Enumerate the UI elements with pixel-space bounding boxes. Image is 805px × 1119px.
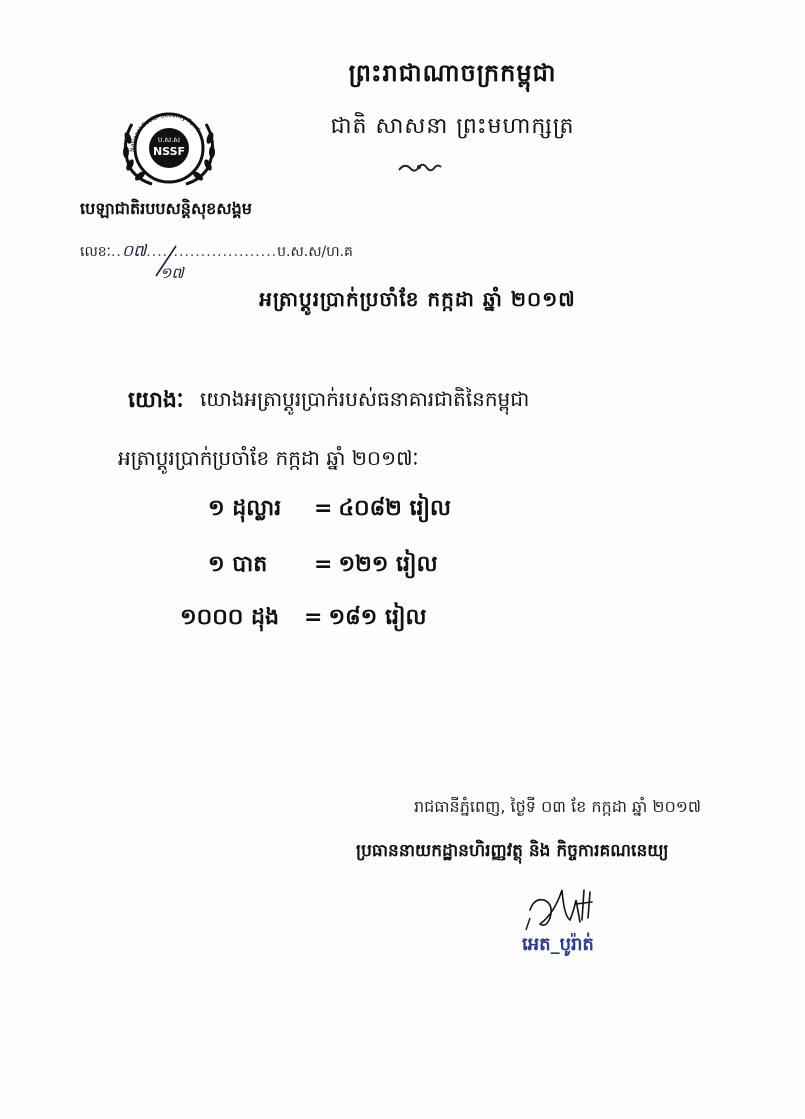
rate-equals: = [314, 552, 333, 577]
rate-row-usd [208, 494, 451, 526]
rate-currency: ១០០០ ដុង [180, 605, 279, 630]
document-title: អត្រាប្តូរប្រាក់ប្រចាំខែ កក្កដា ឆ្នាំ ២០១៧ [259, 287, 576, 311]
rate-value: ១៨១ រៀល [328, 605, 427, 630]
body-reference-text: យោងអត្រាប្តូរប្រាក់របស់ធនាគារជាតិនៃកម្ពុជា [200, 387, 530, 411]
rate-equals: = [304, 605, 323, 630]
logo-top-text: ប.ស.ស [157, 136, 181, 144]
logo-center-text: NSSF [152, 145, 186, 158]
rates-heading: អត្រាប្តូរប្រាក់ប្រចាំខែ កក្កដា ឆ្នាំ ២០១៧ៈ [118, 446, 419, 470]
rate-row-thb [208, 550, 438, 582]
reference-label: លេខៈ [80, 244, 111, 260]
nssf-logo [118, 104, 220, 190]
signature-icon [510, 870, 620, 940]
rate-value: ១២១ រៀល [338, 552, 438, 577]
body-reference-label: យោងៈ [128, 388, 184, 413]
reference-suffix: ប.ស.ស/ហ.គ [277, 244, 353, 260]
rate-currency: ១ ដុល្លារ [208, 496, 282, 521]
kingdom-heading: ព្រះរាជាណាចក្រកម្ពុជា [348, 59, 557, 87]
reference-year: ១៧ [160, 264, 184, 282]
reference-number: លេខៈ..០៧........................ប.ស.ស/ហ.គ [80, 241, 353, 260]
rate-row-vnd [180, 603, 426, 635]
rate-equals: = [314, 496, 333, 521]
rate-currency: ១ បាត [208, 552, 268, 577]
rate-value: ៤០៨២ រៀល [338, 496, 451, 521]
ornament-icon [397, 158, 443, 178]
date-line: រាជធានីភ្នំពេញ, ថ្ងៃទី ០៣ ខែ កក្កដា ឆ្នាំ ២០១៧ [414, 797, 702, 816]
signer-title: ប្រធាននាយកដ្ឋានហិរញ្ញវត្ថុ និង កិច្ចការគណនេយ្យ [356, 841, 669, 861]
reference-number-value: ០៧ [121, 241, 147, 260]
national-motto: ជាតិ សាសនា ព្រះមហាក្សត្រ [330, 114, 575, 139]
logo-ring-text: National Social Security Fund [128, 111, 202, 153]
organization-name: បេឡាជាតិរបបសន្តិសុខសង្គម [80, 199, 252, 218]
signer-name: អេត_បូរ៉ាត់ [522, 934, 594, 955]
